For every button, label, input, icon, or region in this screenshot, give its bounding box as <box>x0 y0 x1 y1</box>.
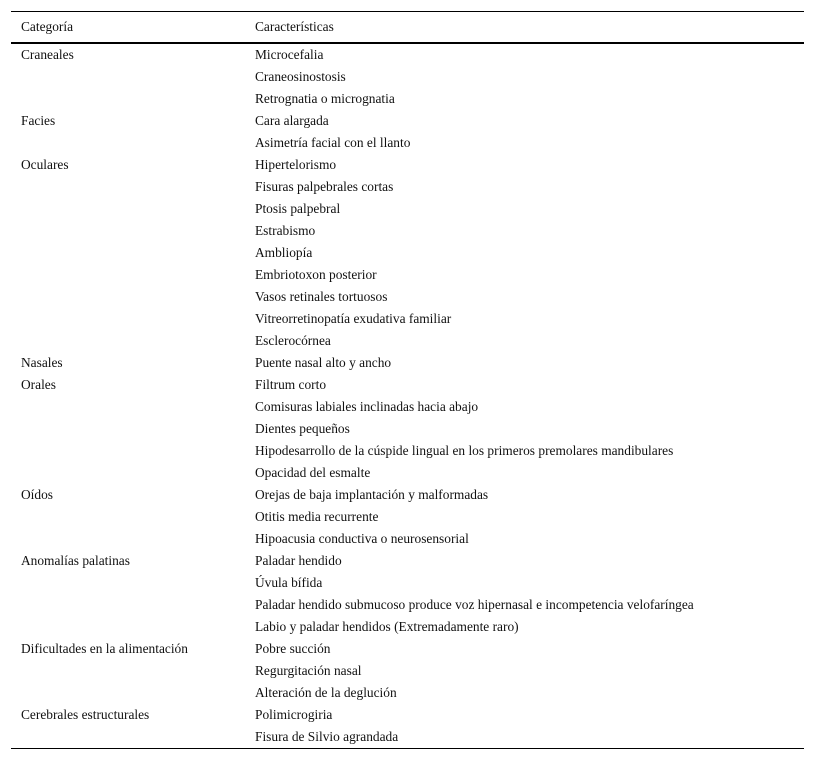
table-row <box>11 638 804 660</box>
category-cell: Oculares <box>21 157 69 172</box>
table-row <box>11 550 804 572</box>
category-cell <box>11 616 245 638</box>
table-row <box>11 374 804 396</box>
table-row <box>11 154 804 176</box>
header-category: Categoría <box>11 12 245 44</box>
header-features: Características <box>245 12 804 44</box>
feature-cell: Esclerocórnea <box>255 333 331 348</box>
table-body <box>11 43 804 749</box>
table-row <box>11 506 804 528</box>
table-row <box>11 484 804 506</box>
table-row <box>11 308 804 330</box>
table-row <box>11 110 804 132</box>
feature-cell: Craneosinostosis <box>255 69 346 84</box>
table-row <box>11 418 804 440</box>
feature-cell: Labio y paladar hendidos (Extremadamente raro) <box>255 619 519 634</box>
table-row <box>11 66 804 88</box>
feature-cell: Fisura de Silvio agrandada <box>255 729 399 744</box>
feature-cell: Polimicrogiria <box>255 707 333 722</box>
table-row <box>11 264 804 286</box>
feature-cell: Cara alargada <box>255 113 329 128</box>
table-row <box>11 330 804 352</box>
feature-cell: Alteración de la deglución <box>255 685 397 700</box>
feature-cell: Retrognatia o micrognatia <box>255 91 395 106</box>
category-cell <box>11 176 245 198</box>
feature-cell: Paladar hendido submucoso produce voz hipernasal e incompetencia velofaríngea <box>255 597 694 612</box>
feature-cell: Paladar hendido <box>255 553 342 568</box>
features-table <box>11 11 804 749</box>
table-row <box>11 132 804 154</box>
table-row <box>11 242 804 264</box>
category-cell <box>11 308 245 330</box>
category-cell <box>11 88 245 110</box>
table-row <box>11 462 804 484</box>
table-header <box>11 12 804 44</box>
category-cell <box>11 264 245 286</box>
category-cell <box>11 726 245 749</box>
table-row <box>11 616 804 638</box>
table-row <box>11 396 804 418</box>
table-row <box>11 220 804 242</box>
table-row <box>11 352 804 374</box>
feature-cell: Otitis media recurrente <box>255 509 379 524</box>
feature-cell: Filtrum corto <box>255 377 327 392</box>
feature-cell: Pobre succión <box>255 641 331 656</box>
category-cell: Orales <box>21 377 56 392</box>
table-row <box>11 682 804 704</box>
category-cell <box>11 286 245 308</box>
category-cell: Facies <box>21 113 56 128</box>
category-cell: Nasales <box>21 355 63 370</box>
feature-cell: Regurgitación nasal <box>255 663 362 678</box>
feature-cell: Microcefalia <box>255 47 324 62</box>
feature-cell: Comisuras labiales inclinadas hacia abajo <box>255 399 479 414</box>
feature-cell: Hipertelorismo <box>255 157 337 172</box>
feature-cell: Hipoacusia conductiva o neurosensorial <box>255 531 469 546</box>
table-row <box>11 440 804 462</box>
category-cell: Dificultades en la alimentación <box>21 641 188 656</box>
category-cell <box>11 682 245 704</box>
category-cell: Anomalías palatinas <box>21 553 130 568</box>
category-cell: Craneales <box>21 47 74 62</box>
feature-cell: Asimetría facial con el llanto <box>255 135 411 150</box>
feature-cell: Vitreorretinopatía exudativa familiar <box>255 311 452 326</box>
feature-cell: Fisuras palpebrales cortas <box>255 179 394 194</box>
table-row <box>11 726 804 749</box>
category-cell <box>11 330 245 352</box>
table-row <box>11 88 804 110</box>
table-row <box>11 176 804 198</box>
category-cell <box>11 418 245 440</box>
feature-cell: Vasos retinales tortuosos <box>255 289 388 304</box>
feature-cell: Puente nasal alto y ancho <box>255 355 392 370</box>
header-row <box>11 12 804 44</box>
feature-cell: Dientes pequeños <box>255 421 350 436</box>
category-cell <box>11 396 245 418</box>
feature-cell: Embriotoxon posterior <box>255 267 377 282</box>
table-row <box>11 572 804 594</box>
category-cell <box>11 506 245 528</box>
features-table-container <box>11 11 804 749</box>
table-row <box>11 286 804 308</box>
category-cell <box>11 242 245 264</box>
category-cell <box>11 594 245 616</box>
feature-cell: Opacidad del esmalte <box>255 465 371 480</box>
feature-cell: Ptosis palpebral <box>255 201 341 216</box>
category-cell <box>11 198 245 220</box>
feature-cell: Hipodesarrollo de la cúspide lingual en los primeros premolares mandibulares <box>255 443 674 458</box>
table-row <box>11 704 804 726</box>
category-cell <box>11 132 245 154</box>
category-cell <box>11 440 245 462</box>
feature-cell: Úvula bífida <box>255 575 323 590</box>
feature-cell: Ambliopía <box>255 245 313 260</box>
category-cell <box>11 528 245 550</box>
category-cell <box>11 220 245 242</box>
table-row <box>11 594 804 616</box>
category-cell: Cerebrales estructurales <box>21 707 150 722</box>
category-cell <box>11 462 245 484</box>
feature-cell: Estrabismo <box>255 223 316 238</box>
table-row <box>11 660 804 682</box>
table-row <box>11 528 804 550</box>
table-row <box>11 43 804 66</box>
feature-cell: Orejas de baja implantación y malformadas <box>255 487 489 502</box>
category-cell: Oídos <box>21 487 53 502</box>
table-row <box>11 198 804 220</box>
category-cell <box>11 572 245 594</box>
category-cell <box>11 66 245 88</box>
category-cell <box>11 660 245 682</box>
